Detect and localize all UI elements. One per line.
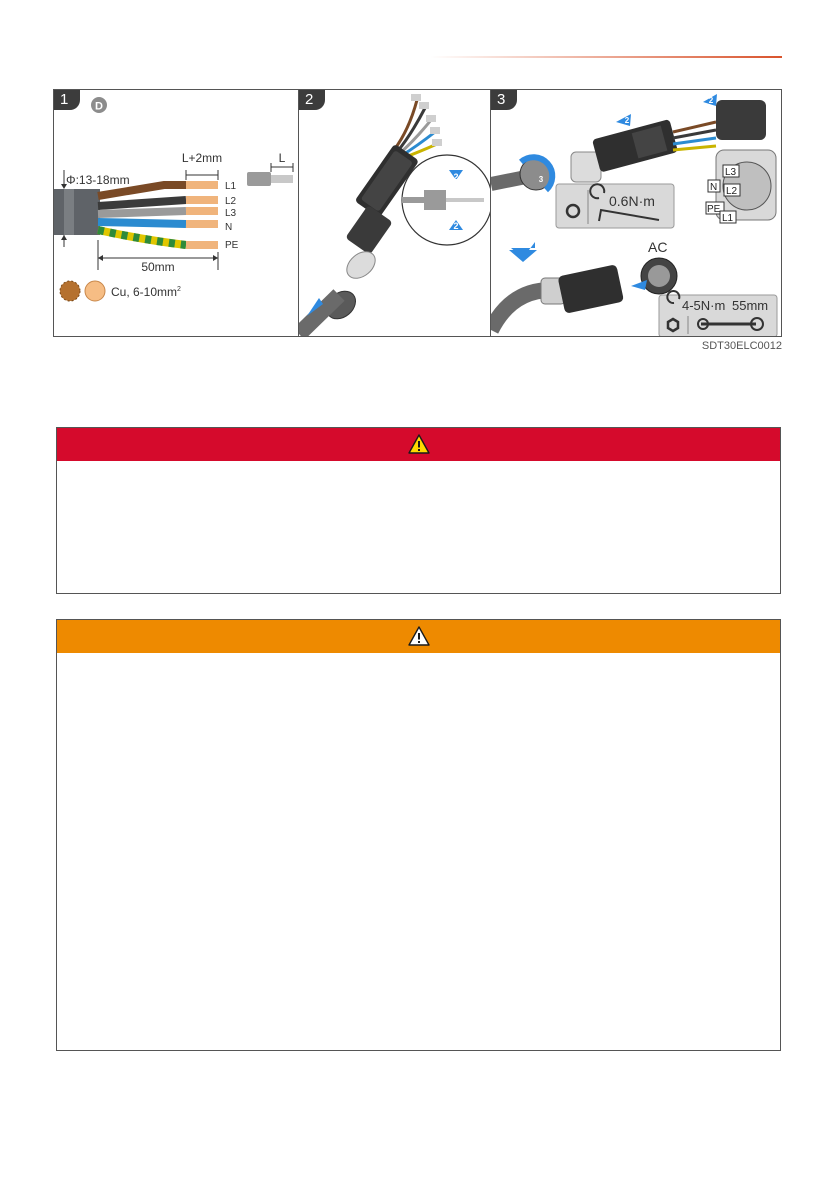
wire-label-l2: L2 — [225, 196, 237, 207]
warning-triangle-icon — [408, 626, 430, 646]
wire-label-l3: L3 — [225, 208, 237, 219]
terminal-pe: PE — [707, 204, 721, 215]
badge-d: D — [95, 100, 103, 113]
step-3-tab: 3 — [491, 90, 517, 110]
rotate-marker: 3 — [538, 175, 544, 184]
danger-notice-header — [57, 428, 780, 461]
step-1-panel — [54, 90, 299, 336]
solid-copper-icon — [85, 281, 105, 301]
terminal-l1: L1 — [722, 213, 734, 224]
torque-large-value: 4-5N·m — [682, 298, 726, 313]
step-2-tab: 2 — [299, 90, 325, 110]
step-1-tab: 1 — [54, 90, 80, 110]
wire-label-pe: PE — [225, 240, 239, 251]
danger-notice — [56, 427, 781, 594]
diameter-label: Φ:13-18mm — [66, 173, 130, 187]
figure-code: SDT30ELC0012 — [701, 340, 782, 352]
header-accent-line — [430, 56, 782, 58]
terminal-l3: L3 — [725, 167, 737, 178]
step-2-panel — [299, 90, 491, 336]
step-marker-bottom: 2 — [453, 221, 459, 231]
connector-install-diagram — [491, 90, 781, 336]
step-marker-top: 2 — [453, 172, 459, 182]
ac-port-label: AC — [648, 239, 668, 255]
step-3-marker-b: 2 — [708, 96, 714, 105]
cable-strip-diagram — [54, 90, 299, 336]
terminal-n: N — [710, 182, 718, 193]
ferrule-length-label: L — [278, 151, 286, 165]
stranded-copper-icon — [60, 281, 80, 301]
warning-notice — [56, 619, 781, 1051]
wiring-figure — [53, 89, 782, 337]
connector-assembly-diagram — [299, 90, 491, 336]
conductor-spec: Cu, $6-10mm^2$ — [111, 285, 181, 299]
wrench-size-value: 55mm — [732, 298, 769, 313]
step-3-marker-a: 2 — [624, 116, 630, 125]
sheath-strip-label: 50mm — [141, 260, 175, 274]
warning-triangle-icon — [408, 434, 430, 454]
strip-length-label: L+2mm — [181, 151, 223, 165]
torque-small-value: 0.6N·m — [609, 193, 655, 209]
wire-label-n: N — [225, 222, 233, 233]
terminal-l2: L2 — [726, 186, 738, 197]
step-3-panel — [491, 90, 781, 336]
wire-label-l1: L1 — [225, 181, 237, 192]
warning-notice-header — [57, 620, 780, 653]
